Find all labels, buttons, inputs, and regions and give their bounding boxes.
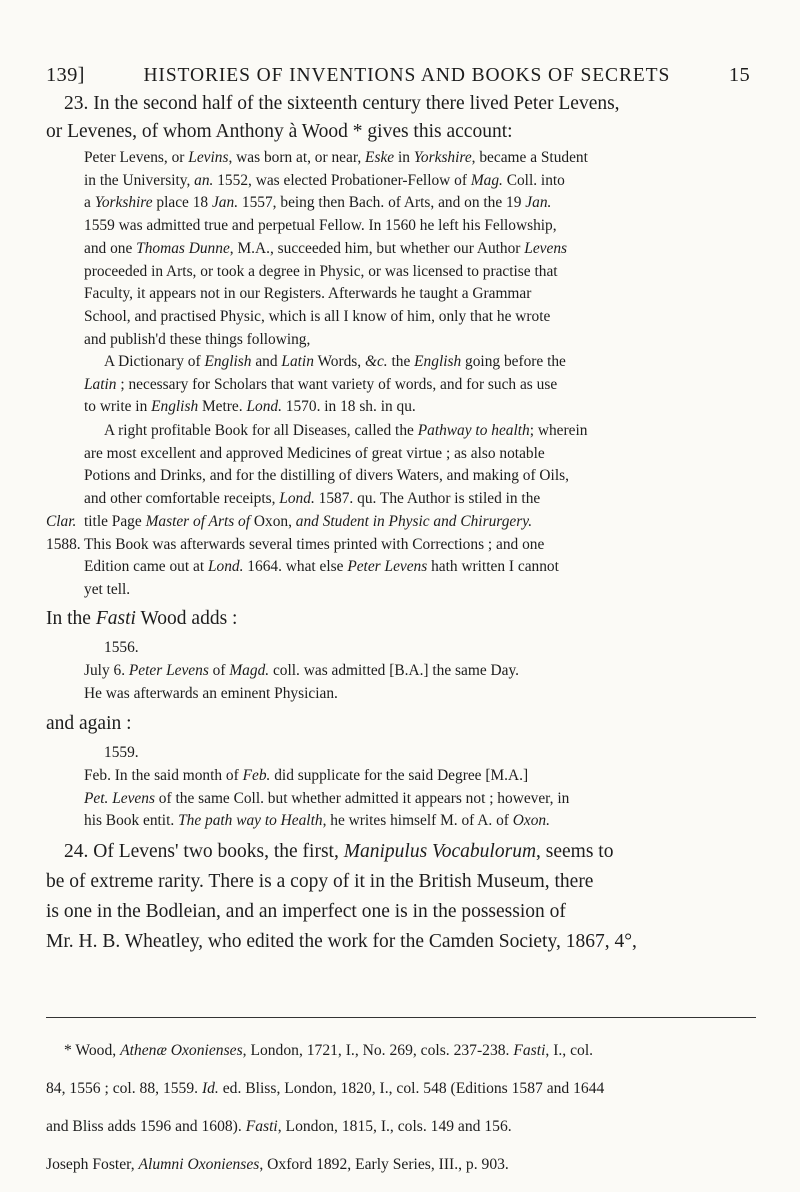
fasti-entry-1556 xyxy=(104,637,756,660)
text-line: He was afterwards an eminent Physician. xyxy=(84,684,338,702)
fasti-entry-1559-text xyxy=(84,765,756,833)
text-line: A Dictionary of English and Latin Words, &c. the English going before the xyxy=(104,353,566,370)
paragraph-24 xyxy=(46,837,756,957)
footnote xyxy=(46,1024,756,1192)
paragraph-23 xyxy=(46,90,756,146)
text-line: 24. Of Levens' two books, the first, Manipulus Vocabulorum, seems to xyxy=(64,841,614,862)
text-line: in the University, an. 1552, was elected Probationer-Fellow of Mag. Coll. into xyxy=(84,171,565,189)
text-line: a Yorkshire place 18 Jan. 1557, being then Bach. of Arts, and on the 19 Jan. xyxy=(84,194,552,212)
text-line: Joseph Foster, Alumni Oxonienses, Oxford 1892, Early Series, III., p. 903. xyxy=(46,1155,509,1173)
page-number: 15 xyxy=(728,64,750,86)
fasti-year: 1556. xyxy=(104,639,139,656)
fasti-entry-1559 xyxy=(104,742,756,765)
text-line: proceeded in Arts, or took a degree in Physic, or was licensed to practise that xyxy=(84,262,558,280)
text-line: and again : xyxy=(46,713,132,734)
running-header xyxy=(46,64,750,87)
fasti-entry-1556-text xyxy=(84,660,756,705)
page-reference: 139] xyxy=(46,64,85,86)
text-line: and publish'd these things following, xyxy=(84,330,311,348)
footnote-rule xyxy=(46,1017,756,1018)
margin-note-year: 1588. xyxy=(46,536,81,553)
text-line: and other comfortable receipts, Lond. 1587. qu. The Author is stiled in the xyxy=(84,490,541,508)
margin-note-clar: Clar. xyxy=(46,513,77,530)
fasti-year: 1559. xyxy=(104,744,139,761)
text-line: Feb. In the said month of Feb. did supplicate for the said Degree [M.A.] xyxy=(84,767,529,784)
quotation-dictionary xyxy=(84,351,756,419)
text-line: Faculty, it appears not in our Registers. Afterwards he taught a Grammar xyxy=(84,285,532,303)
text-line: title Page Master of Arts of Oxon, and Student in Physic and Chirurgery. xyxy=(84,512,533,530)
text-line: or Levenes, of whom Anthony à Wood * gives this account: xyxy=(46,121,513,142)
text-line: and Bliss adds 1596 and 1608). Fasti, London, 1815, I., cols. 149 and 156. xyxy=(46,1117,512,1135)
text-line: are most excellent and approved Medicines of great virtue ; as also notable xyxy=(84,444,545,462)
and-again xyxy=(46,710,756,738)
text-line: School, and practised Physic, which is all I know of him, only that he wrote xyxy=(84,307,551,325)
text-line: be of extreme rarity. There is a copy of it in the British Museum, there xyxy=(46,871,594,892)
fasti-intro xyxy=(46,605,756,633)
text-line: 23. In the second half of the sixteenth century there lived Peter Levens, xyxy=(64,93,620,114)
text-line: This Book was afterwards several times printed with Corrections ; and one xyxy=(84,535,545,553)
text-line: and one Thomas Dunne, M.A., succeeded him, but whether our Author Levens xyxy=(84,239,568,257)
text-line: is one in the Bodleian, and an imperfect one is in the possession of xyxy=(46,901,566,922)
text-line: to write in English Metre. Lond. 1570. in 18 sh. in qu. xyxy=(84,398,416,416)
text-line: Potions and Drinks, and for the distilling of divers Waters, and making of Oils, xyxy=(84,467,569,485)
text-line: 1559 was admitted true and perpetual Fellow. In 1560 he left his Fellowship, xyxy=(84,217,557,235)
running-title: HISTORIES OF INVENTIONS AND BOOKS OF SECRETS xyxy=(143,65,671,86)
text-line: Mr. H. B. Wheatley, who edited the work for the Camden Society, 1867, 4°, xyxy=(46,931,637,952)
quotation-levens-biography xyxy=(84,147,756,351)
text-line: * Wood, Athenæ Oxonienses, London, 1721, I., No. 269, cols. 237-238. Fasti, I., col. xyxy=(64,1041,594,1059)
quotation-pathway-to-health xyxy=(84,420,756,602)
paragraph-number: 23. xyxy=(64,93,89,114)
text-line: his Book entit. The path way to Health, he writes himself M. of A. of Oxon. xyxy=(84,812,550,830)
text-line: Pet. Levens of the same Coll. but whether admitted it appears not ; however, in xyxy=(84,789,570,807)
text-line: In the Fasti Wood adds : xyxy=(46,608,238,629)
text-line: yet tell. xyxy=(84,580,131,598)
text-line: July 6. Peter Levens of Magd. coll. was admitted [B.A.] the same Day. xyxy=(84,662,520,679)
text-line: Edition came out at Lond. 1664. what else Peter Levens hath written I cannot xyxy=(84,558,559,576)
text-line: A right profitable Book for all Diseases, called the Pathway to health; wherein xyxy=(104,422,588,439)
text-line: Peter Levens, or Levins, was born at, or near, Eske in Yorkshire, became a Student xyxy=(84,149,588,166)
text-line: Latin ; necessary for Scholars that want variety of words, and for such as use xyxy=(84,375,558,393)
text-line: 84, 1556 ; col. 88, 1559. Id. ed. Bliss, London, 1820, I., col. 548 (Editions 1587 and 1644 xyxy=(46,1079,605,1097)
